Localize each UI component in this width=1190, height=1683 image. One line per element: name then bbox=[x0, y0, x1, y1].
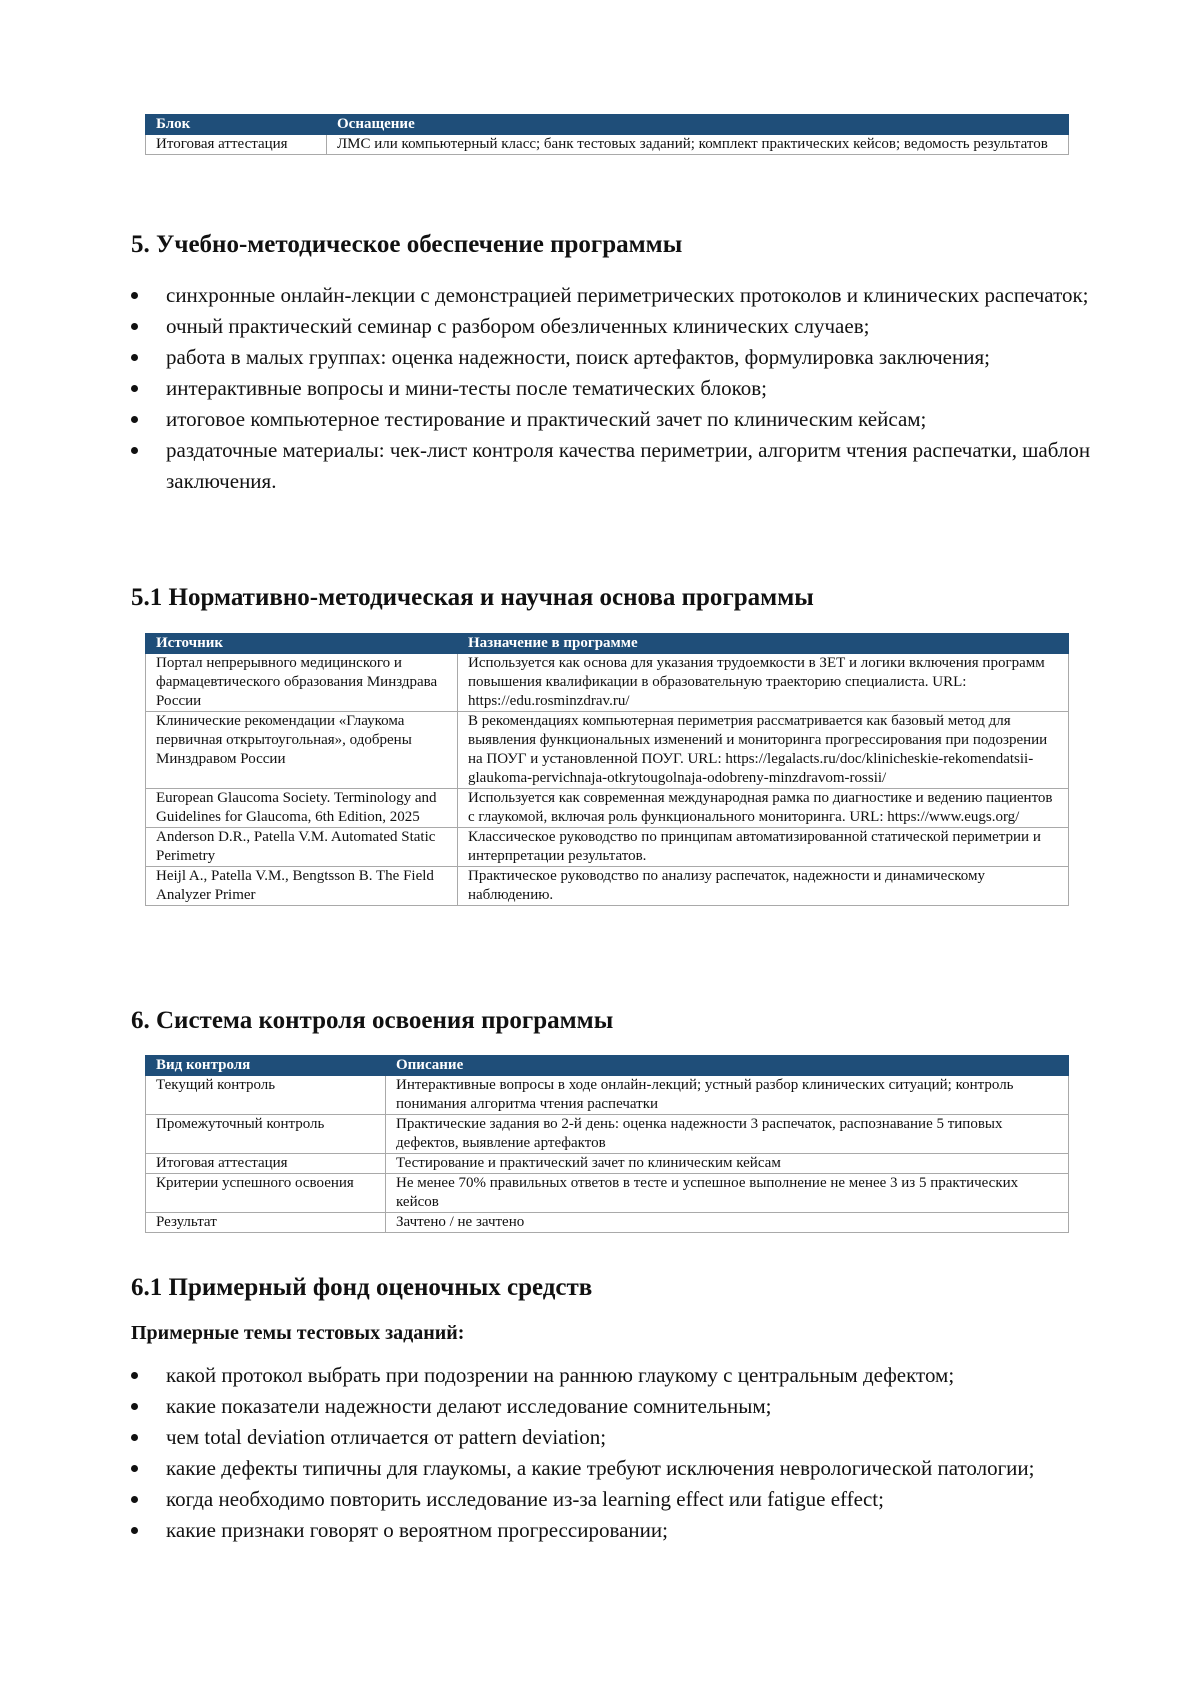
table-cell: Промежуточный контроль bbox=[146, 1115, 386, 1154]
list-item-text: раздаточные материалы: чек-лист контроля качества периметрии, алгоритм чтения распечатки, шаблон заключения. bbox=[166, 438, 1091, 493]
table-row bbox=[146, 712, 1069, 789]
list-item bbox=[131, 1453, 1091, 1484]
column-header: Вид контроля bbox=[146, 1056, 386, 1076]
section-5-bullet-list bbox=[131, 280, 1091, 497]
bullet-icon bbox=[131, 447, 138, 454]
list-item bbox=[131, 1391, 1091, 1422]
table-cell: Критерии успешного освоения bbox=[146, 1174, 386, 1213]
list-item-text: когда необходимо повторить исследование из-за learning effect или fatigue effect; bbox=[166, 1487, 884, 1511]
section-6-1-heading: 6.1 Примерный фонд оценочных средств bbox=[131, 1274, 593, 1301]
list-item bbox=[131, 1484, 1091, 1515]
control-table bbox=[145, 1055, 1069, 1233]
list-item-text: какие дефекты типичны для глаукомы, а какие требуют исключения неврологической патологии; bbox=[166, 1456, 1035, 1480]
table-cell: Итоговая аттестация bbox=[146, 1154, 386, 1174]
table-cell: Результат bbox=[146, 1213, 386, 1233]
table-cell: Heijl A., Patella V.M., Bengtsson B. The Field Analyzer Primer bbox=[146, 867, 458, 906]
table-row bbox=[146, 135, 1069, 155]
bullet-icon bbox=[131, 1372, 138, 1379]
list-item-text: синхронные онлайн-лекции с демонстрацией периметрических протоколов и клинических распечаток; bbox=[166, 283, 1089, 307]
column-header: Оснащение bbox=[327, 115, 1069, 135]
list-item bbox=[131, 1515, 1091, 1546]
section-5-1-heading: 5.1 Нормативно-методическая и научная основа программы bbox=[131, 584, 814, 611]
list-item-text: интерактивные вопросы и мини-тесты после тематических блоков; bbox=[166, 376, 767, 400]
list-item-text: какие показатели надежности делают исследование сомнительным; bbox=[166, 1394, 772, 1418]
bullet-icon bbox=[131, 1527, 138, 1534]
list-item-text: какой протокол выбрать при подозрении на раннюю глаукому с центральным дефектом; bbox=[166, 1363, 955, 1387]
list-item bbox=[131, 342, 1091, 373]
table-row bbox=[146, 1174, 1069, 1213]
column-header: Назначение в программе bbox=[458, 634, 1069, 654]
table-cell: Не менее 70% правильных ответов в тесте и успешное выполнение не менее 3 из 5 практических кейсов bbox=[386, 1174, 1069, 1213]
table-cell: Итоговая аттестация bbox=[146, 135, 327, 155]
bullet-icon bbox=[131, 354, 138, 361]
bullet-icon bbox=[131, 1434, 138, 1441]
table-cell: Клинические рекомендации «Глаукома первичная открытоугольная», одобрены Минздравом России bbox=[146, 712, 458, 789]
list-item bbox=[131, 1422, 1091, 1453]
table-cell: Зачтено / не зачтено bbox=[386, 1213, 1069, 1233]
table-cell: Тестирование и практический зачет по клиническим кейсам bbox=[386, 1154, 1069, 1174]
section-5-heading: 5. Учебно-методическое обеспечение программы bbox=[131, 231, 683, 258]
table-cell: Классическое руководство по принципам автоматизированной статической периметрии и интерпретации результатов. bbox=[458, 828, 1069, 867]
sources-table bbox=[145, 633, 1069, 906]
table-row bbox=[146, 1076, 1069, 1115]
list-item-text: работа в малых группах: оценка надежности, поиск артефактов, формулировка заключения; bbox=[166, 345, 990, 369]
section-6-1-subheading: Примерные темы тестовых заданий: bbox=[131, 1322, 465, 1344]
section-6-1-bullet-list bbox=[131, 1360, 1091, 1546]
table-row bbox=[146, 1213, 1069, 1233]
list-item-text: итоговое компьютерное тестирование и практический зачет по клиническим кейсам; bbox=[166, 407, 927, 431]
table-cell: ЛМС или компьютерный класс; банк тестовых заданий; комплект практических кейсов; ведомость результатов bbox=[327, 135, 1069, 155]
list-item bbox=[131, 373, 1091, 404]
equipment-table bbox=[145, 114, 1069, 155]
table-cell: В рекомендациях компьютерная периметрия рассматривается как базовый метод для выявления функциональных изменений и мониторинга прогрессирования при подозрении на ПОУГ и установленной ПОУГ. URL: https://legalacts.ru/doc/klinicheskie-rekomendatsii-glaukoma-pervichnaja-otkrytougolnaja-odobreny-minzdravom-rossii/ bbox=[458, 712, 1069, 789]
bullet-icon bbox=[131, 1403, 138, 1410]
table-row bbox=[146, 867, 1069, 906]
table-row bbox=[146, 1115, 1069, 1154]
list-item bbox=[131, 1360, 1091, 1391]
table-row bbox=[146, 654, 1069, 712]
section-6-heading: 6. Система контроля освоения программы bbox=[131, 1007, 614, 1034]
list-item bbox=[131, 435, 1091, 497]
table-header-row bbox=[146, 634, 1069, 654]
list-item bbox=[131, 280, 1091, 311]
table-row bbox=[146, 828, 1069, 867]
table-cell: Интерактивные вопросы в ходе онлайн-лекций; устный разбор клинических ситуаций; контроль понимания алгоритма чтения распечатки bbox=[386, 1076, 1069, 1115]
table-cell: Текущий контроль bbox=[146, 1076, 386, 1115]
bullet-icon bbox=[131, 1496, 138, 1503]
table-cell: Anderson D.R., Patella V.M. Automated Static Perimetry bbox=[146, 828, 458, 867]
table-row bbox=[146, 1154, 1069, 1174]
column-header: Источник bbox=[146, 634, 458, 654]
table-cell: Практическое руководство по анализу распечаток, надежности и динамическому наблюдению. bbox=[458, 867, 1069, 906]
bullet-icon bbox=[131, 292, 138, 299]
column-header: Блок bbox=[146, 115, 327, 135]
column-header: Описание bbox=[386, 1056, 1069, 1076]
table-row bbox=[146, 789, 1069, 828]
bullet-icon bbox=[131, 385, 138, 392]
table-cell: Используется как современная международная рамка по диагностике и ведению пациентов с глаукомой, включая роль функционального мониторинга. URL: https://www.eugs.org/ bbox=[458, 789, 1069, 828]
list-item-text: какие признаки говорят о вероятном прогрессировании; bbox=[166, 1518, 668, 1542]
list-item bbox=[131, 311, 1091, 342]
table-cell: European Glaucoma Society. Terminology and Guidelines for Glaucoma, 6th Edition, 2025 bbox=[146, 789, 458, 828]
table-header-row bbox=[146, 115, 1069, 135]
table-cell: Портал непрерывного медицинского и фармацевтического образования Минздрава России bbox=[146, 654, 458, 712]
table-cell: Практические задания во 2-й день: оценка надежности 3 распечаток, распознавание 5 типовых дефектов, выявление артефактов bbox=[386, 1115, 1069, 1154]
table-header-row bbox=[146, 1056, 1069, 1076]
list-item bbox=[131, 404, 1091, 435]
bullet-icon bbox=[131, 323, 138, 330]
list-item-text: чем total deviation отличается от pattern deviation; bbox=[166, 1425, 607, 1449]
table-cell: Используется как основа для указания трудоемкости в ЗЕТ и логики включения программ повышения квалификации в образовательную траекторию специалиста. URL: https://edu.rosminzdrav.ru/ bbox=[458, 654, 1069, 712]
list-item-text: очный практический семинар с разбором обезличенных клинических случаев; bbox=[166, 314, 870, 338]
bullet-icon bbox=[131, 416, 138, 423]
bullet-icon bbox=[131, 1465, 138, 1472]
